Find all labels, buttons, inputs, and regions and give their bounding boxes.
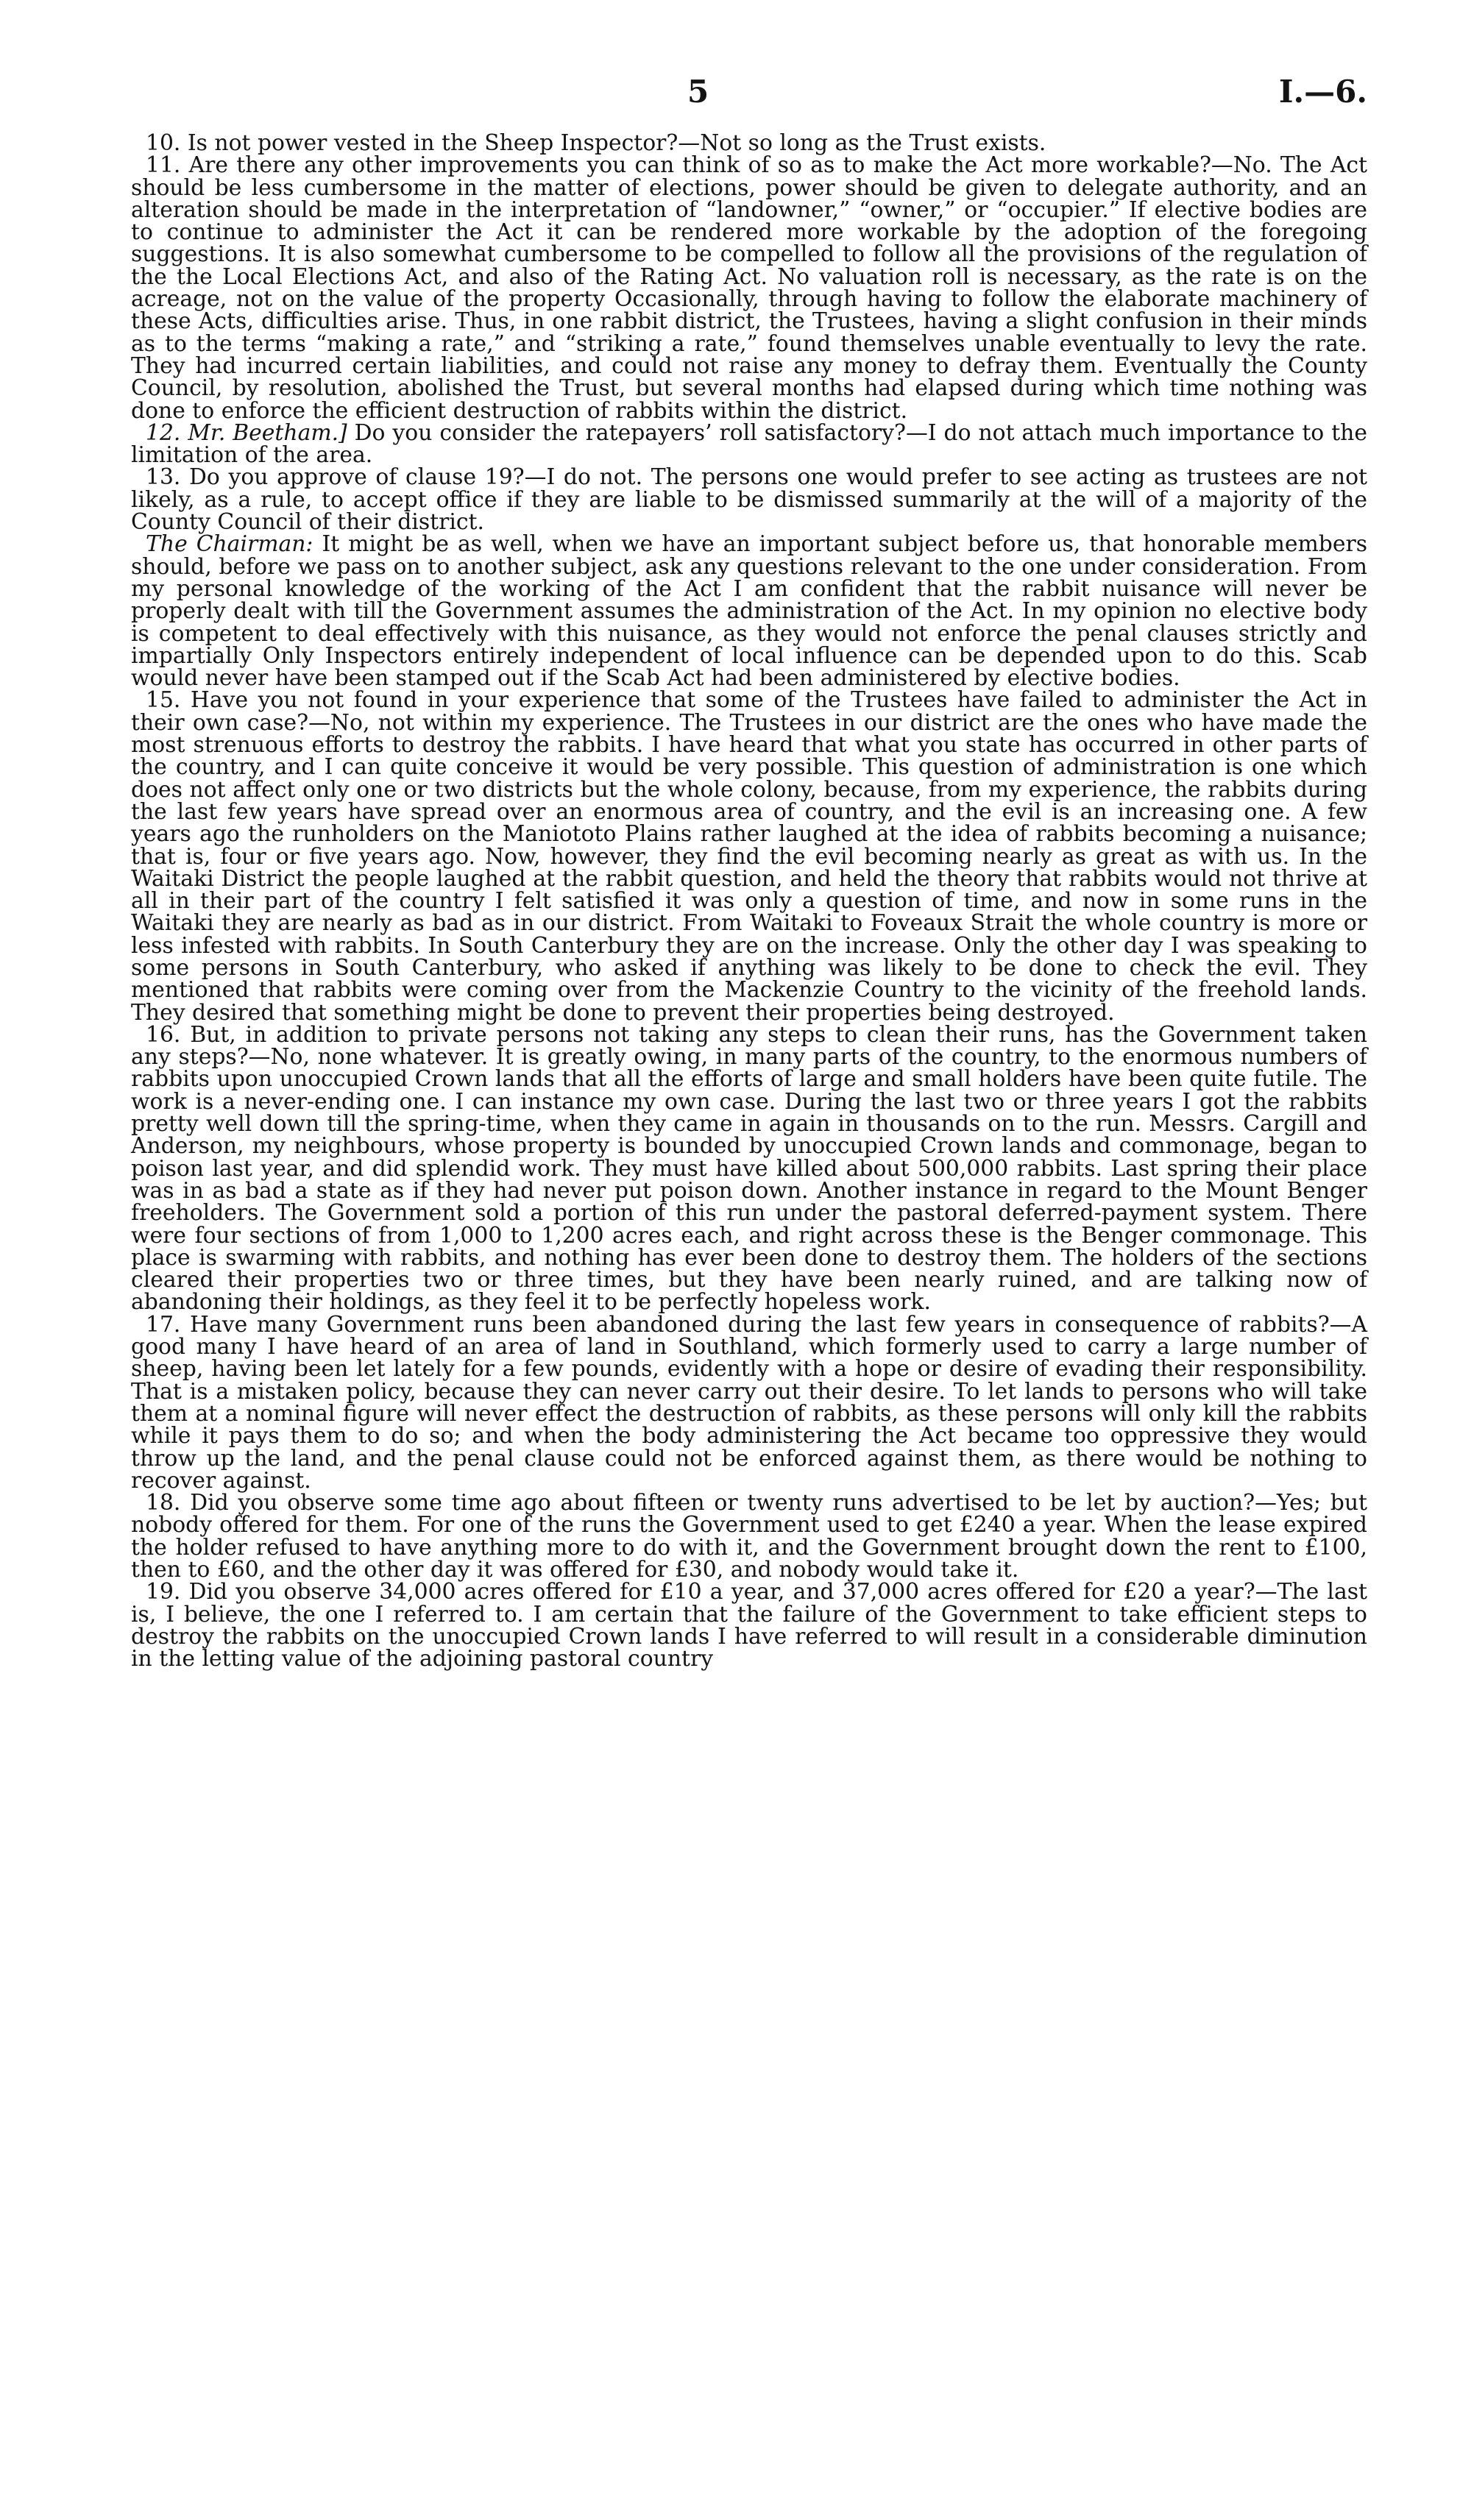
paragraph-text: 10. Is not power vested in the Sheep Inspector?—Not so long as the Trust exists. — [146, 130, 1046, 156]
paragraph-17 — [131, 1311, 1367, 1494]
paragraph-text: It might be as well, when we have an important subject before us, that honorable members should, before we pass on to another subject, ask any questions relevant to the one under consideration. From my personal knowledge of the working of the Act I am confident that the rabbit nuisance will never be properly dealt with till the Government assumes the administration of the Act. In my opinion no elective body is competent to deal effectively with this nuisance, as they would not enforce the penal clauses strictly and impartially Only Inspectors entirely independent of local influence can be depended upon to do this. Scab would never have been stamped out if the Scab Act had been administered by elective bodies. — [131, 531, 1367, 692]
paragraph-chairman — [131, 531, 1367, 692]
paragraph-text: 19. Did you observe 34,000 acres offered for £10 a year, and 37,000 acres offered for £20 a year?—The last is, I believe, the one I referred to. I am certain that the failure of the Government to take efficient steps to destroy the rabbits on the unoccupied Crown lands I have referred to will result in a considerable diminution in the letting value of the adjoining pastoral country — [131, 1579, 1367, 1672]
document-page — [131, 74, 1367, 1670]
paragraph-12 — [131, 419, 1367, 469]
paragraph-text: 18. Did you observe some time ago about fifteen or twenty runs advertised to be let by auction?—Yes; but nobody offered for them. For one of the runs the Government used to get £240 a year. When the lease expired the holder refused to have anything more to do with it, and the Government brought down the rent to £100, then to £60, and the other day it was offered for £30, and nobody would take it. — [131, 1490, 1367, 1583]
paragraph-15 — [131, 687, 1367, 1026]
paragraph-text: 15. Have you not found in your experience that some of the Trustees have failed to administer the Act in their own case?—No, not within my experience. The Trustees in our district are the ones who have made the most strenuous efforts to destroy the rabbits. I have heard that what you state has occurred in other parts of the country, and I can quite conceive it would be very possible. This question of administration is one which does not affect only one or two districts but the whole colony, because, from my experience, the rabbits during the last few years have spread over an enormous area of country, and the evil is an increasing one. A few years ago the runholders on the Maniototo Plains rather laughed at the idea of rabbits becoming a nuisance; that is, four or five years ago. Now, however, they find the evil becoming nearly as great as with us. In the Waitaki District the people laughed at the rabbit question, and held the theory that rabbits would not thrive at all in their part of the country I felt satisfied it was only a question of time, and now in some runs in the Waitaki they are nearly as bad as in our district. From Waitaki to Foveaux Strait the whole country is more or less infested with rabbits. In South Canterbury they are on the increase. Only the other day I was speaking to some persons in South Canterbury, who asked if anything was likely to be done to check the evil. They mentioned that rabbits were coming over from the Mackenzie Country to the vicinity of the freehold lands. They desired that something might be done to prevent their properties being destroyed. — [131, 687, 1367, 1026]
paragraph-19 — [131, 1581, 1367, 1670]
paragraph-18 — [131, 1492, 1367, 1581]
document-reference: I.—6. — [1278, 74, 1367, 110]
paragraph-text: 13. Do you approve of clause 19?—I do not. The persons one would prefer to see acting as trustees are not likely, as a rule, to accept office if they are liable to be dismissed summarily at the will of a majority of the County Council of their district. — [131, 464, 1367, 536]
paragraph-text: 11. Are there any other improvements you can think of so as to make the Act more workable?—No. The Act should be less cumbersome in the matter of elections, power should be given to delegate authority, and an alteration should be made in the interpretation of “landowner,” “owner,” or “occupier.” If elective bodies are to continue to administer the Act it can be rendered more workable by the adoption of the foregoing suggestions. It is also somewhat cumbersome to be compelled to follow all the provisions of the regulation of the the Local Elections Act, and also of the Rating Act. No valuation roll is necessary, as the rate is on the acreage, not on the value of the property Occasionally, through having to follow the elaborate machinery of these Acts, difficulties arise. Thus, in one rabbit district, the Trustees, having a slight confusion in their minds as to the terms “making a rate,” and “striking a rate,” found themselves unable eventually to levy the rate. They had incurred certain liabilities, and could not raise any money to defray them. Eventually the County Council, by resolution, abolished the Trust, but several months had elapsed during which time nothing was done to enforce the efficient destruction of rabbits within the district. — [131, 152, 1367, 424]
paragraph-11 — [131, 152, 1367, 424]
paragraph-16 — [131, 1021, 1367, 1316]
paragraph-text: Do you consider the ratepayers’ roll satisfactory?—I do not attach much importance to the limitation of the area. — [131, 419, 1367, 469]
paragraph-text: 17. Have many Government runs been abandoned during the last few years in consequence of rabbits?—A good many I have heard of an area of land in Southland, which formerly used to carry a large number of sheep, having been let lately for a few pounds, evidently with a hope or desire of evading their responsibility. That is a mistaken policy, because they can never carry out their desire. To let lands to persons who will take them at a nominal figure will never effect the destruction of rabbits, as these persons will only kill the rabbits while it pays them to do so; and when the body administering the Act became too oppressive they would throw up the land, and the penal clause could not be enforced against them, as there would be nothing to recover against. — [131, 1311, 1367, 1494]
paragraph-10 — [131, 132, 1367, 155]
paragraph-speaker: The Chairman: — [146, 531, 313, 558]
testimony-text — [131, 132, 1367, 1670]
paragraph-text: 16. But, in addition to private persons not taking any steps to clean their runs, has the Government taken any steps?—No, none whatever. It is greatly owing, in many parts of the country, to the enormous numbers of rabbits upon unoccupied Crown lands that all the efforts of large and small holders have been quite futile. The work is a never-ending one. I can instance my own case. During the last two or three years I got the rabbits pretty well down till the spring-time, when they came in again in thousands on to the run. Messrs. Cargill and Anderson, my neighbours, whose property is bounded by unoccupied Crown lands and commonage, began to poison last year, and did splendid work. They must have killed about 500,000 rabbits. Last spring their place was in as bad a state as if they had never put poison down. Another instance in regard to the Mount Benger freeholders. The Government sold a portion of this run under the pastoral deferred-payment system. There were four sections of from 1,000 to 1,200 acres each, and right across these is the Benger commonage. This place is swarming with rabbits, and nothing has ever been done to destroy them. The holders of the sections cleared their properties two or three times, but they have been nearly ruined, and are talking now of abandoning their holdings, as they feel it to be perfectly hopeless work. — [131, 1021, 1367, 1316]
page-header — [131, 74, 1367, 132]
paragraph-13 — [131, 464, 1367, 536]
page-number: 5 — [687, 74, 709, 110]
paragraph-speaker: 12. Mr. Beetham.] — [146, 419, 347, 446]
